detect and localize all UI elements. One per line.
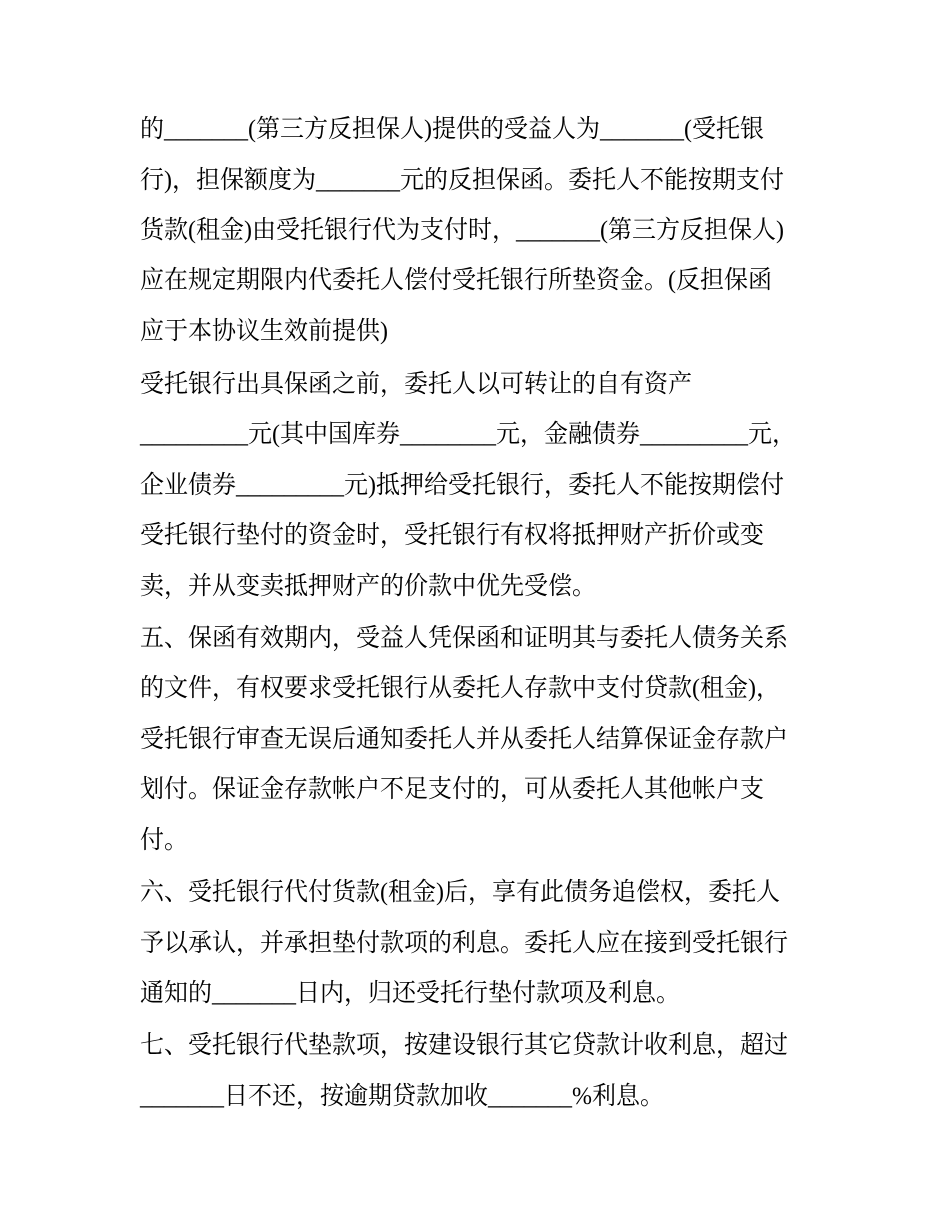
- text-line: 的_______(第三方反担保人)提供的受益人为_______(受托银: [140, 116, 764, 143]
- text-line: 应于本协议生效前提供): [140, 318, 388, 345]
- text-line: _________元(其中国库券________元，金融债券_________元，: [140, 421, 796, 448]
- text-line: 受托银行审查无误后通知委托人并从委托人结算保证金存款户: [140, 726, 789, 753]
- text-line: 五、保函有效期内，受益人凭保函和证明其与委托人债务关系: [140, 625, 789, 652]
- text-line: 行)，担保额度为_______元的反担保函。委托人不能按期支付: [140, 167, 784, 194]
- text-line: 企业债券_________元)抵押给受托银行，委托人不能按期偿付: [140, 472, 784, 499]
- text-line: 予以承认，并承担垫付款项的利息。委托人应在接到受托银行: [140, 930, 789, 957]
- text-line: _______日不还，按逾期贷款加收_______%利息。: [140, 1083, 664, 1110]
- text-line: 付。: [140, 827, 189, 854]
- text-line: 卖，并从变卖抵押财产的价款中优先受偿。: [140, 573, 597, 600]
- text-line: 应在规定期限内代委托人偿付受托银行所垫资金。(反担保函: [140, 267, 772, 294]
- text-line: 七、受托银行代垫款项，按建设银行其它贷款计收利息，超过: [140, 1032, 789, 1059]
- text-line: 货款(租金)由受托银行代为支付时，_______(第三方反担保人): [140, 217, 784, 244]
- text-line: 受托银行出具保函之前，委托人以可转让的自有资产: [140, 371, 693, 398]
- text-line: 六、受托银行代付货款(租金)后，享有此债务追偿权，委托人: [140, 879, 780, 906]
- text-line: 的文件，有权要求受托银行从委托人存款中支付贷款(租金)，: [140, 675, 780, 702]
- text-line: 受托银行垫付的资金时，受托银行有权将抵押财产折价或变: [140, 522, 765, 549]
- text-line: 通知的_______日内，归还受托行垫付款项及利息。: [140, 980, 681, 1007]
- text-line: 划付。保证金存款帐户不足支付的，可从委托人其他帐户支: [140, 776, 765, 803]
